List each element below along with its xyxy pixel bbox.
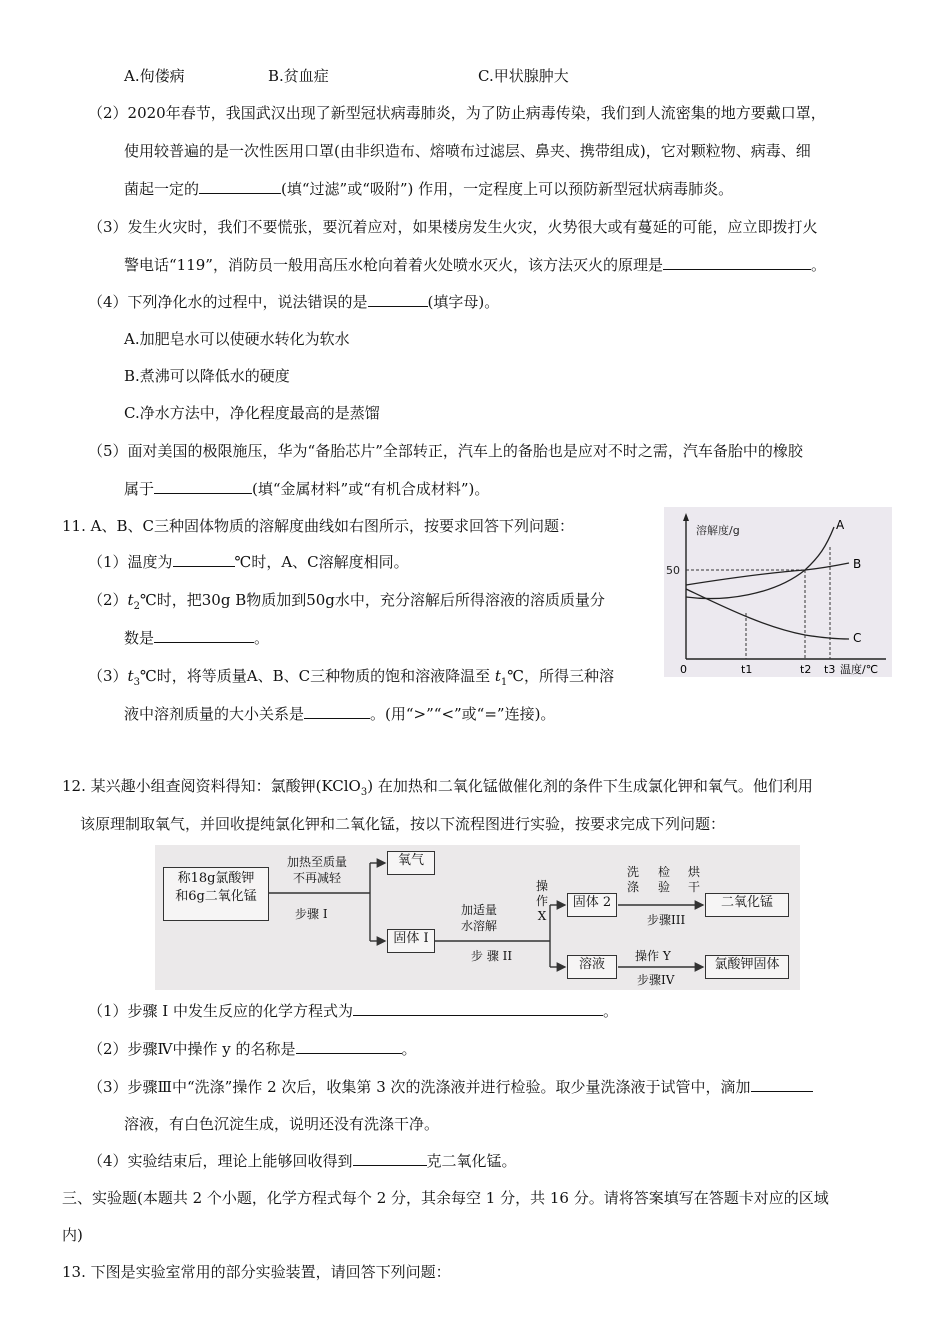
q12-3-line1: （3）步骤Ⅲ中“洗涤”操作 2 次后，收集第 3 次的洗涤液并进行检验。取少量洗涤液于试管中，滴加 <box>88 1077 813 1097</box>
q11-3-line2: 液中溶剂质量的大小关系是 。(用“>”“<”或“=”连接)。 <box>124 705 556 723</box>
solubility-chart-svg <box>664 507 892 677</box>
y-tick-50: 50 <box>666 564 680 577</box>
y-axis-label: 溶解度/g <box>696 524 740 537</box>
q10-2-line1: （2）2020年春节，我国武汉出现了新型冠状病毒肺炎，为了防止病毒传染，我们到人流密集的地方要戴口罩， <box>88 104 826 122</box>
step1-label: 步骤 I <box>295 907 328 921</box>
q12-line2: 该原理制取氧气，并回收提纯氯化钾和二氧化锰，按以下流程图进行实验，按要求完成下列问题： <box>80 815 726 833</box>
start-box: 称18g氯酸钾 和6g二氧化锰 <box>163 867 269 921</box>
q10-2-line2: 使用较普遍的是一次性医用口罩(由非织造布、熔喷布过滤层、鼻夹、携带组成)，它对颗粒物、病毒、细 <box>124 142 811 160</box>
solid2-box: 固体 2 <box>567 893 617 917</box>
q11-2-line1: $(2)t_2℃$时，把30g B物质加到50g水中，充分溶解后所得溶液的溶质质量分 <box>88 591 605 612</box>
curve-c <box>686 589 849 639</box>
y-axis-arrow <box>683 513 689 521</box>
q10-3-line2: 警电话“119”，消防员一般用高压水枪向着着火处喷水灭火，该方法灭火的原理是 。 <box>124 256 826 274</box>
option-a: A.佝偻病 <box>124 67 185 85</box>
q10-2-line3: 菌起一定的 (填“过滤”或“吸附”) 作用，一定程度上可以预防新型冠状病毒肺炎。 <box>124 180 734 198</box>
section3-line2: 内) <box>62 1226 83 1244</box>
answer-blank[interactable] <box>353 1151 427 1166</box>
dry-label: 烘 干 <box>688 865 701 894</box>
q13-stem: 13. 下图是实验室常用的部分实验装置，请回答下列问题： <box>62 1263 451 1281</box>
answer-blank[interactable] <box>199 179 281 194</box>
step4-label: 步骤IV <box>637 973 675 987</box>
q12-2: （2）步骤Ⅳ中操作 y 的名称是 。 <box>88 1040 417 1058</box>
answer-blank[interactable] <box>353 1001 603 1016</box>
x-tick-t2: t2 <box>800 663 812 676</box>
step2-label: 步 骤 II <box>471 949 513 963</box>
q10-4-option-c: C.净水方法中，净化程度最高的是蒸馏 <box>124 404 380 422</box>
wash-label: 洗 涤 <box>627 865 640 894</box>
q10-4-option-a: A.加肥皂水可以使硬水转化为软水 <box>124 330 350 348</box>
q10-5-line1: （5）面对美国的极限施压，华为“备胎芯片”全部转正，汽车上的备胎也是应对不时之需，汽车备胎中的橡胶 <box>88 442 803 460</box>
oxygen-box: 氧气 <box>387 851 435 875</box>
q11-2-line2: 数是 。 <box>124 629 270 647</box>
option-c: C.甲状腺肿大 <box>478 67 569 85</box>
q11-1: （1）温度为 ℃时，A、C溶解度相同。 <box>88 553 409 571</box>
check-label: 检 验 <box>658 865 671 894</box>
q10-4-option-b: B.煮沸可以降低水的硬度 <box>124 367 290 385</box>
q12-1: （1）步骤 I 中发生反应的化学方程式为 。 <box>88 1002 619 1020</box>
section3-line1: 三、实验题(本题共 2 个小题，化学方程式每个 2 分，其余每空 1 分，共 16 分。请将答案填写在答题卡对应的区域 <box>62 1189 829 1207</box>
answer-blank[interactable] <box>751 1077 813 1092</box>
q11-3-line1: $(3)t_3℃$时，将等质量A、B、C三种物质的饱和溶液降温至 $t_1℃$，所得三种溶 <box>88 667 615 688</box>
option-b: B.贫血症 <box>268 67 329 85</box>
x-tick-t1: t1 <box>741 663 753 676</box>
answer-blank[interactable] <box>173 552 235 567</box>
answer-blank[interactable] <box>154 628 254 643</box>
x-axis-label: 温度/℃ <box>840 663 879 676</box>
answer-blank[interactable] <box>304 704 370 719</box>
q10-5-line2: 属于 (填“金属材料”或“有机合成材料”)。 <box>124 480 490 498</box>
mno2-box: 二氧化锰 <box>705 893 789 917</box>
solution-box: 溶液 <box>567 955 617 979</box>
answer-blank[interactable] <box>154 479 252 494</box>
curve-b <box>686 563 849 585</box>
answer-blank[interactable] <box>663 255 811 270</box>
q12-4: （4）实验结束后，理论上能够回收得到 克二氧化锰。 <box>88 1152 517 1170</box>
step3-label: 步骤III <box>647 913 686 927</box>
answer-blank[interactable] <box>296 1039 402 1054</box>
operation-y-label: 操作 Y <box>635 949 671 963</box>
solubility-chart <box>664 507 892 677</box>
label-a: A <box>836 518 845 532</box>
x-tick-0: 0 <box>680 663 687 676</box>
q10-4-stem: （4）下列净化水的过程中，说法错误的是 (填字母)。 <box>88 293 500 311</box>
label-b: B <box>853 557 862 571</box>
label-c: C <box>853 631 862 645</box>
dissolve-label: 加适量 水溶解 <box>461 903 498 933</box>
heat-label: 加热至质量 不再减轻 <box>287 855 348 885</box>
answer-blank[interactable] <box>368 292 428 307</box>
flow-chart <box>155 845 800 990</box>
q12-line1: 12. 某兴趣小组查阅资料得知：氯酸钾(KClO$_3$) 在加热和二氧化锰做催化剂的条件下生成氯化钾和氧气。他们利用 <box>62 777 813 798</box>
curve-a <box>686 527 834 599</box>
q10-3-line1: （3）发生火灾时，我们不要慌张，要沉着应对，如果楼房发生火灾，火势很大或有蔓延的可能，应立即拨打火 <box>88 218 818 236</box>
solid1-box: 固体 I <box>387 929 435 953</box>
q12-3-line2: 溶液，有白色沉淀生成，说明还没有洗涤干净。 <box>124 1115 440 1133</box>
operation-x-label: 操 作 X <box>536 879 549 923</box>
q11-stem: 11. A、B、C三种固体物质的溶解度曲线如右图所示，按要求回答下列问题： <box>62 517 574 535</box>
kclo3-box: 氯酸钾固体 <box>705 955 789 979</box>
x-tick-t3: t3 <box>824 663 836 676</box>
